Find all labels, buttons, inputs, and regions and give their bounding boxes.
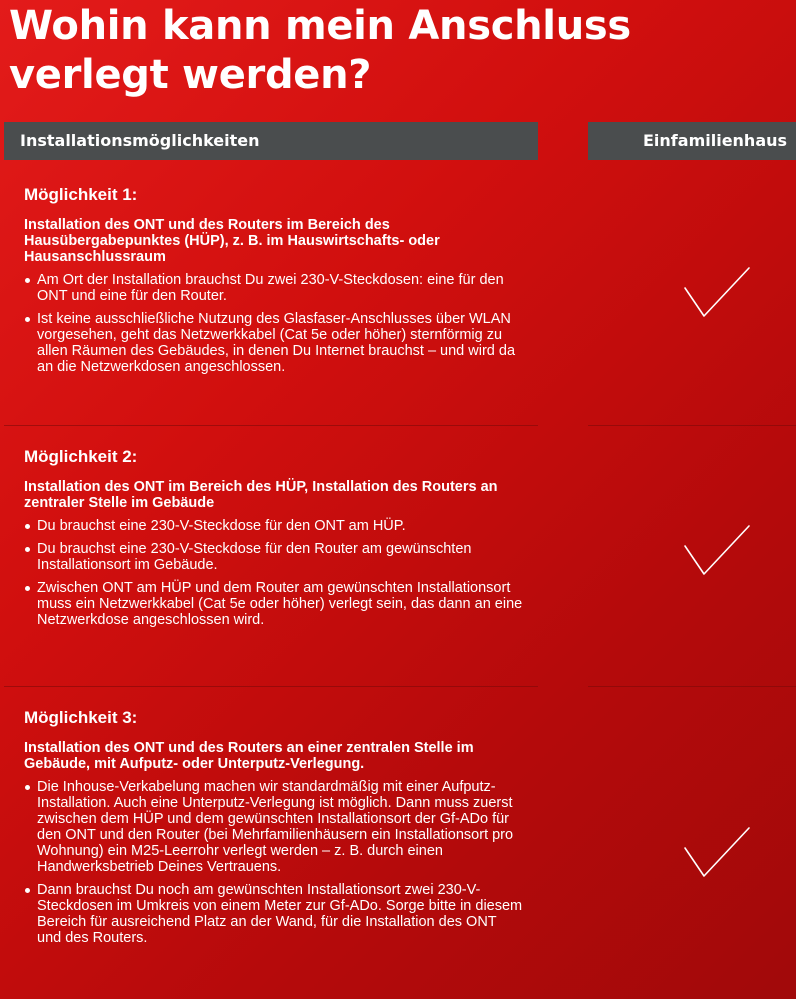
option-3-bullet-list — [24, 779, 524, 946]
option-2-bullet-1: Du brauchst eine 230-V-Steckdose für den ONT am HÜP. — [24, 518, 524, 534]
row-divider-2-right — [588, 686, 796, 687]
column-header-installation-options: Installationsmöglichkeiten — [4, 122, 538, 160]
page-title-line-2: verlegt werden? — [9, 52, 372, 98]
row-divider-1-right — [588, 425, 796, 426]
option-2-bullet-2: Du brauchst eine 230-V-Steckdose für den Router am gewünschten Installationsort im Gebäude. — [24, 541, 524, 573]
option-2-heading: Möglichkeit 2: — [24, 447, 138, 466]
option-1-bullet-list — [24, 272, 524, 375]
checkmark-icon — [682, 266, 752, 321]
checkmark-icon — [682, 524, 752, 579]
option-3 — [24, 708, 524, 953]
option-3-bullet-2: Dann brauchst Du noch am gewünschten Installationsort zwei 230-V-Steckdosen im Umkreis von einem Meter zur Gf-ADo. Sorge bitte in diesem Bereich für ausreichend Platz an der Wand, für die Installation des ONT und des Routers. — [24, 882, 524, 946]
option-1 — [24, 185, 524, 382]
option-1-subtitle: Installation des ONT und des Routers im Bereich des Hausübergabepunktes (HÜP), z. B. im Hauswirtschafts- oder Hausanschlussraum — [24, 217, 440, 265]
option-1-heading: Möglichkeit 1: — [24, 185, 138, 204]
option-3-heading: Möglichkeit 3: — [24, 708, 138, 727]
checkmark-icon — [682, 826, 752, 881]
row-divider-2-left — [4, 686, 538, 687]
page-title-line-1: Wohin kann mein Anschluss — [9, 3, 631, 49]
option-2-bullet-3: Zwischen ONT am HÜP und dem Router am gewünschten Installationsort muss ein Netzwerkkabel (Cat 5e oder höher) verlegt sein, das dann an eine Netzwerkdose angeschlossen wird. — [24, 580, 524, 628]
option-1-bullet-1: Am Ort der Installation brauchst Du zwei 230-V-Steckdosen: eine für den ONT und eine für den Router. — [24, 272, 524, 304]
column-header-single-family-house: Einfamilienhaus — [588, 122, 796, 160]
option-1-bullet-2: Ist keine ausschließliche Nutzung des Glasfaser-Anschlusses über WLAN vorgesehen, geht das Netzwerkkabel (Cat 5e oder höher) sternförmig zu allen Räumen des Gebäudes, in denen Du Internet brauchst – und wird da an die Netzwerkdosen angeschlossen. — [24, 311, 524, 375]
option-2 — [24, 447, 524, 635]
option-2-bullet-list — [24, 518, 524, 628]
page-title — [9, 2, 631, 100]
option-3-bullet-1: Die Inhouse-Verkabelung machen wir standardmäßig mit einer Aufputz-Installation. Auch eine Unterputz-Verlegung ist möglich. Dann muss zuerst zwischen dem HÜP und dem gewünschten Installationsort der Gf-ADo für den ONT und den Router (bei Mehrfamilienhäusern ein Installationsort pro Wohnung) ein M25-Leerrohr verlegt werden – z. B. durch einen Handwerksbetrieb Deines Vertrauens. — [24, 779, 524, 875]
row-divider-1-left — [4, 425, 538, 426]
option-2-subtitle: Installation des ONT im Bereich des HÜP, Installation des Routers an zentraler Stelle im Gebäude — [24, 479, 498, 511]
option-3-subtitle: Installation des ONT und des Routers an einer zentralen Stelle im Gebäude, mit Aufputz- oder Unterputz-Verlegung. — [24, 740, 474, 772]
